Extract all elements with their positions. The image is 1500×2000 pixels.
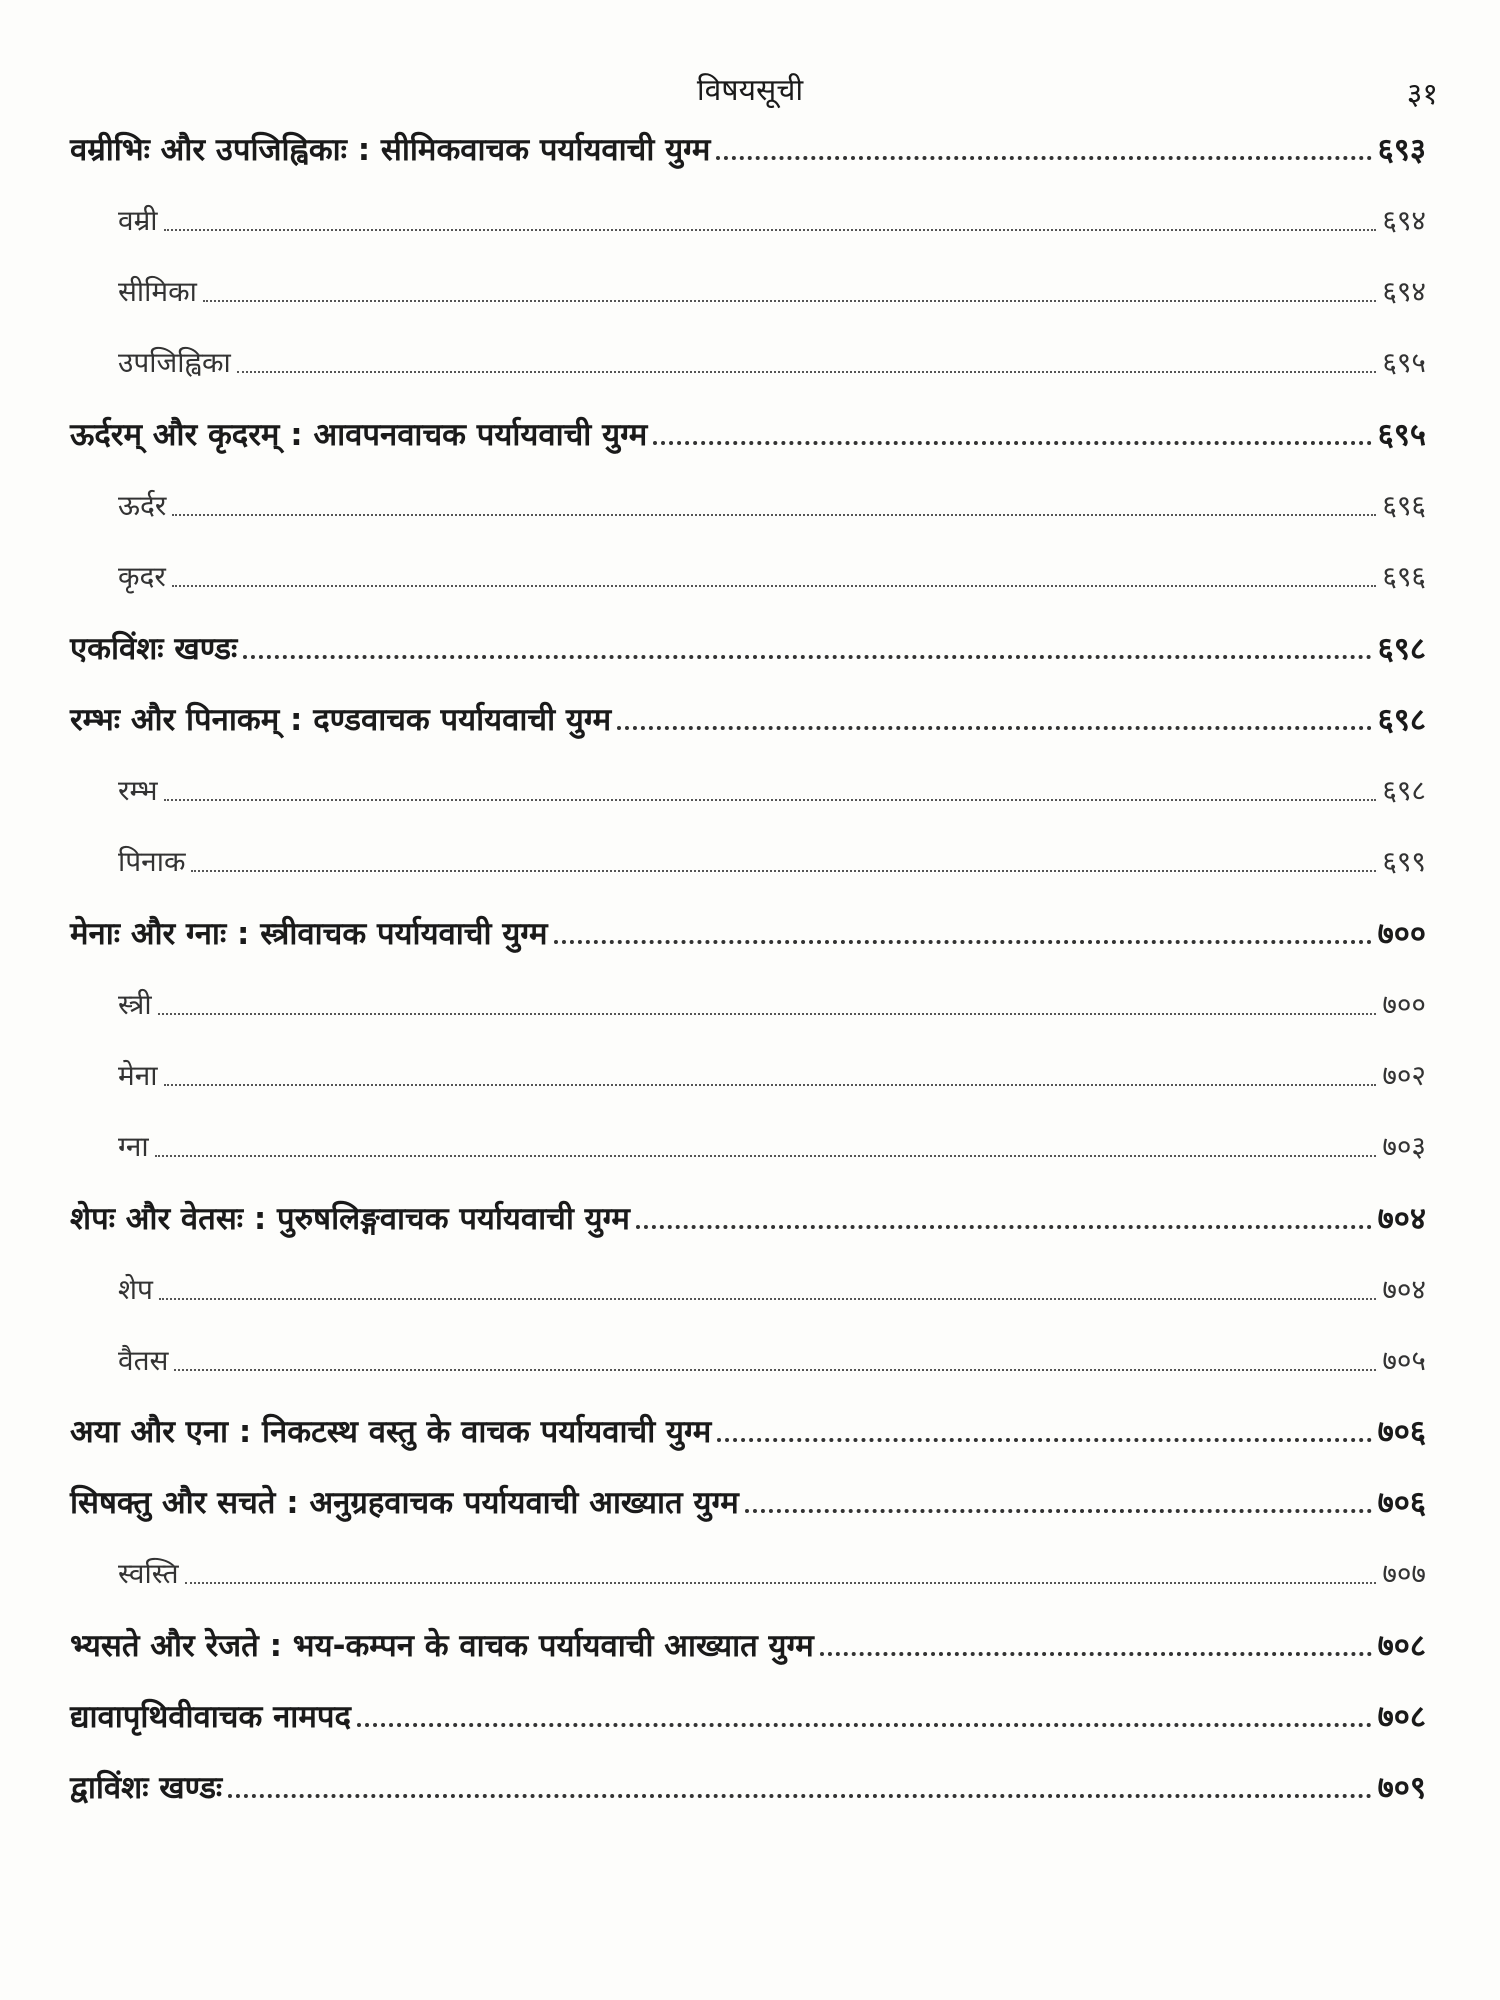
running-title: विषयसूची: [696, 73, 804, 108]
toc-subentry: [118, 1554, 1426, 1594]
toc-subentry: [118, 343, 1426, 383]
entry-page-number: ६९६: [1382, 560, 1426, 593]
entry-title: रम्भः और पिनाकम् : दण्डवाचक पर्यायवाची युग्म: [70, 702, 612, 738]
dot-leader: [716, 156, 1371, 160]
entry-page-number: ६९३: [1377, 132, 1426, 168]
dot-leader: [159, 1298, 1376, 1300]
entry-page-number: ६९५: [1382, 346, 1426, 379]
dot-leader: [164, 229, 1377, 231]
dot-leader: [717, 1438, 1371, 1442]
dot-leader: [243, 655, 1371, 659]
entry-title: स्त्री: [118, 988, 152, 1021]
dot-leader: [158, 1013, 1377, 1015]
entry-page-number: ७०९: [1377, 1770, 1426, 1806]
toc-entry: [70, 629, 1426, 669]
dot-leader: [554, 940, 1372, 944]
entry-title: पिनाक: [118, 845, 186, 878]
toc-entry: [70, 1626, 1426, 1666]
entry-page-number: ७०६: [1377, 1414, 1426, 1450]
entry-page-number: ७०५: [1382, 1344, 1426, 1377]
dot-leader: [617, 726, 1371, 730]
entry-page-number: ६९४: [1382, 204, 1426, 237]
entry-title: शेपः और वेतसः : पुरुषलिङ्गवाचक पर्यायवाची युग्म: [70, 1201, 630, 1237]
toc-entry: [70, 1768, 1426, 1808]
toc-entry: [70, 1412, 1426, 1452]
entry-title: मेना: [118, 1059, 158, 1092]
entry-page-number: ६९८: [1377, 702, 1426, 738]
entry-title: वैतस: [118, 1344, 169, 1377]
entry-title: उपजिह्विका: [118, 346, 231, 379]
dot-leader: [155, 1155, 1377, 1157]
dot-leader: [164, 1084, 1377, 1086]
entry-title: स्वस्ति: [118, 1557, 179, 1590]
dot-leader: [203, 300, 1376, 302]
toc-entry: [70, 1199, 1426, 1239]
toc-subentry: [118, 842, 1426, 882]
toc-subentry: [118, 1127, 1426, 1167]
entry-page-number: ७००: [1382, 988, 1426, 1021]
entry-page-number: ६९६: [1382, 489, 1426, 522]
toc-subentry: [118, 557, 1426, 597]
entry-page-number: ७०३: [1382, 1130, 1426, 1163]
entry-page-number: ६९८: [1382, 774, 1426, 807]
entry-title: वम्री: [118, 204, 158, 237]
entry-title: रम्भ: [118, 774, 158, 807]
toc-subentry: [118, 486, 1426, 526]
toc-subentry: [118, 771, 1426, 811]
entry-page-number: ७०७: [1382, 1557, 1426, 1590]
entry-title: सीमिका: [118, 275, 197, 308]
entry-page-number: ६९४: [1382, 275, 1426, 308]
toc-subentry: [118, 1341, 1426, 1381]
toc-entry: [70, 415, 1426, 455]
toc-subentry: [118, 1270, 1426, 1310]
dot-leader: [164, 799, 1377, 801]
dot-leader: [172, 585, 1376, 587]
toc-entry: [70, 914, 1426, 954]
dot-leader: [185, 1582, 1377, 1584]
page-number: ३१: [1406, 77, 1438, 112]
entry-title: ऊर्दर: [118, 489, 167, 522]
entry-title: शेप: [118, 1273, 153, 1306]
toc-subentry: [118, 1056, 1426, 1096]
toc-entry: [70, 1483, 1426, 1523]
entry-page-number: ७०४: [1382, 1273, 1426, 1306]
entry-page-number: ७०८: [1377, 1628, 1426, 1664]
entry-title: मेनाः और ग्नाः : स्त्रीवाचक पर्यायवाची युग्म: [70, 916, 548, 952]
entry-page-number: ६९८: [1377, 631, 1426, 667]
toc-subentry: [118, 985, 1426, 1025]
dot-leader: [745, 1509, 1372, 1513]
entry-title: द्यावापृथिवीवाचक नामपद: [70, 1699, 351, 1735]
entry-title: भ्यसते और रेजते : भय-कम्पन के वाचक पर्यायवाची आख्यात युग्म: [70, 1628, 814, 1664]
dot-leader: [357, 1723, 1372, 1727]
entry-title: कृदर: [118, 560, 166, 593]
entry-title: सिषक्तु और सचते : अनुग्रहवाचक पर्यायवाची आख्यात युग्म: [70, 1485, 739, 1521]
entry-page-number: ७०२: [1382, 1059, 1426, 1092]
entry-title: अया और एना : निकटस्थ वस्तु के वाचक पर्यायवाची युग्म: [70, 1414, 712, 1450]
toc-entry: [70, 1697, 1426, 1737]
dot-leader: [191, 870, 1376, 872]
entry-title: द्वाविंशः खण्डः: [70, 1770, 223, 1806]
entry-page-number: ७०८: [1377, 1699, 1426, 1735]
toc-entry: [70, 700, 1426, 740]
entry-page-number: ७०६: [1377, 1485, 1426, 1521]
dot-leader: [174, 1369, 1376, 1371]
toc-subentry: [118, 201, 1426, 241]
dot-leader: [237, 371, 1377, 373]
dot-leader: [172, 514, 1376, 516]
toc-subentry: [118, 272, 1426, 312]
dot-leader: [820, 1652, 1372, 1656]
dot-leader: [636, 1225, 1372, 1229]
entry-title: ऊर्दरम् और कृदरम् : आवपनवाचक पर्यायवाची युग्म: [70, 417, 648, 453]
entry-page-number: ६९९: [1382, 845, 1426, 878]
entry-page-number: ७०४: [1377, 1201, 1426, 1237]
entry-page-number: ७००: [1377, 916, 1426, 952]
entry-title: एकविंशः खण्डः: [70, 631, 238, 667]
entry-page-number: ६९५: [1377, 417, 1426, 453]
entry-title: वम्रीभिः और उपजिह्विकाः : सीमिकवाचक पर्यायवाची युग्म: [70, 132, 711, 168]
toc-entry: [70, 130, 1426, 170]
entry-title: ग्ना: [118, 1130, 149, 1163]
dot-leader: [228, 1794, 1371, 1798]
dot-leader: [653, 441, 1371, 445]
